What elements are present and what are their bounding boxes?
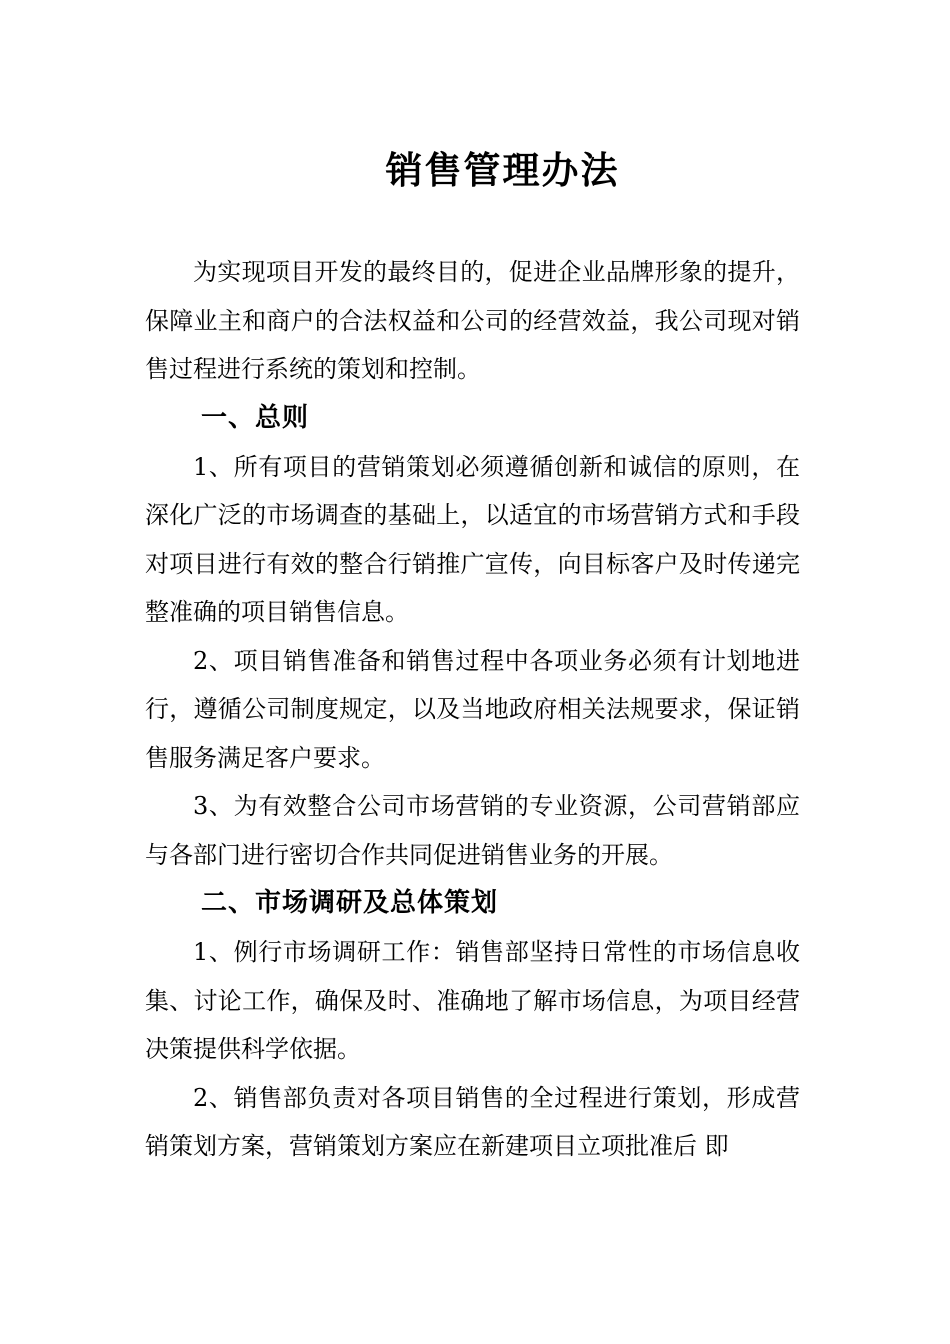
- section-market-research: [145, 879, 800, 1171]
- section-heading: 一、总则: [201, 402, 310, 433]
- section-general: [145, 394, 800, 880]
- section-heading: 二、市场调研及总体策划: [201, 888, 499, 918]
- document-title: 销售管理办法: [385, 148, 620, 192]
- document-body: [145, 248, 800, 1171]
- section-paragraph: 1、例行市场调研工作：销售部坚持日常性的市场信息收集、讨论工作，确保及时、准确地了解市场信息，为项目经营决策提供科学依据。: [145, 938, 800, 1063]
- section-paragraph: 3、为有效整合公司市场营销的专业资源，公司营销部应与各部门进行密切合作共同促进销售业务的开展。: [145, 792, 800, 869]
- section-paragraph: 2、项目销售准备和销售过程中各项业务必须有计划地进行，遵循公司制度规定，以及当地政府相关法规要求，保证销售服务满足客户要求。: [145, 646, 800, 772]
- section-paragraph: 1、所有项目的营销策划必须遵循创新和诚信的原则，在深化广泛的市场调查的基础上，以适宜的市场营销方式和手段对项目进行有效的整合行销推广宣传，向目标客户及时传递完整准确的项目销售信息。: [145, 452, 800, 626]
- section-paragraph: 2、销售部负责对各项目销售的全过程进行策划，形成营销策划方案，营销策划方案应在新建项目立项批准后 即: [145, 1083, 800, 1160]
- intro-paragraph: 为实现项目开发的最终目的，促进企业品牌形象的提升，保障业主和商户的合法权益和公司的经营效益，我公司现对销售过程进行系统的策划和控制。: [145, 258, 800, 383]
